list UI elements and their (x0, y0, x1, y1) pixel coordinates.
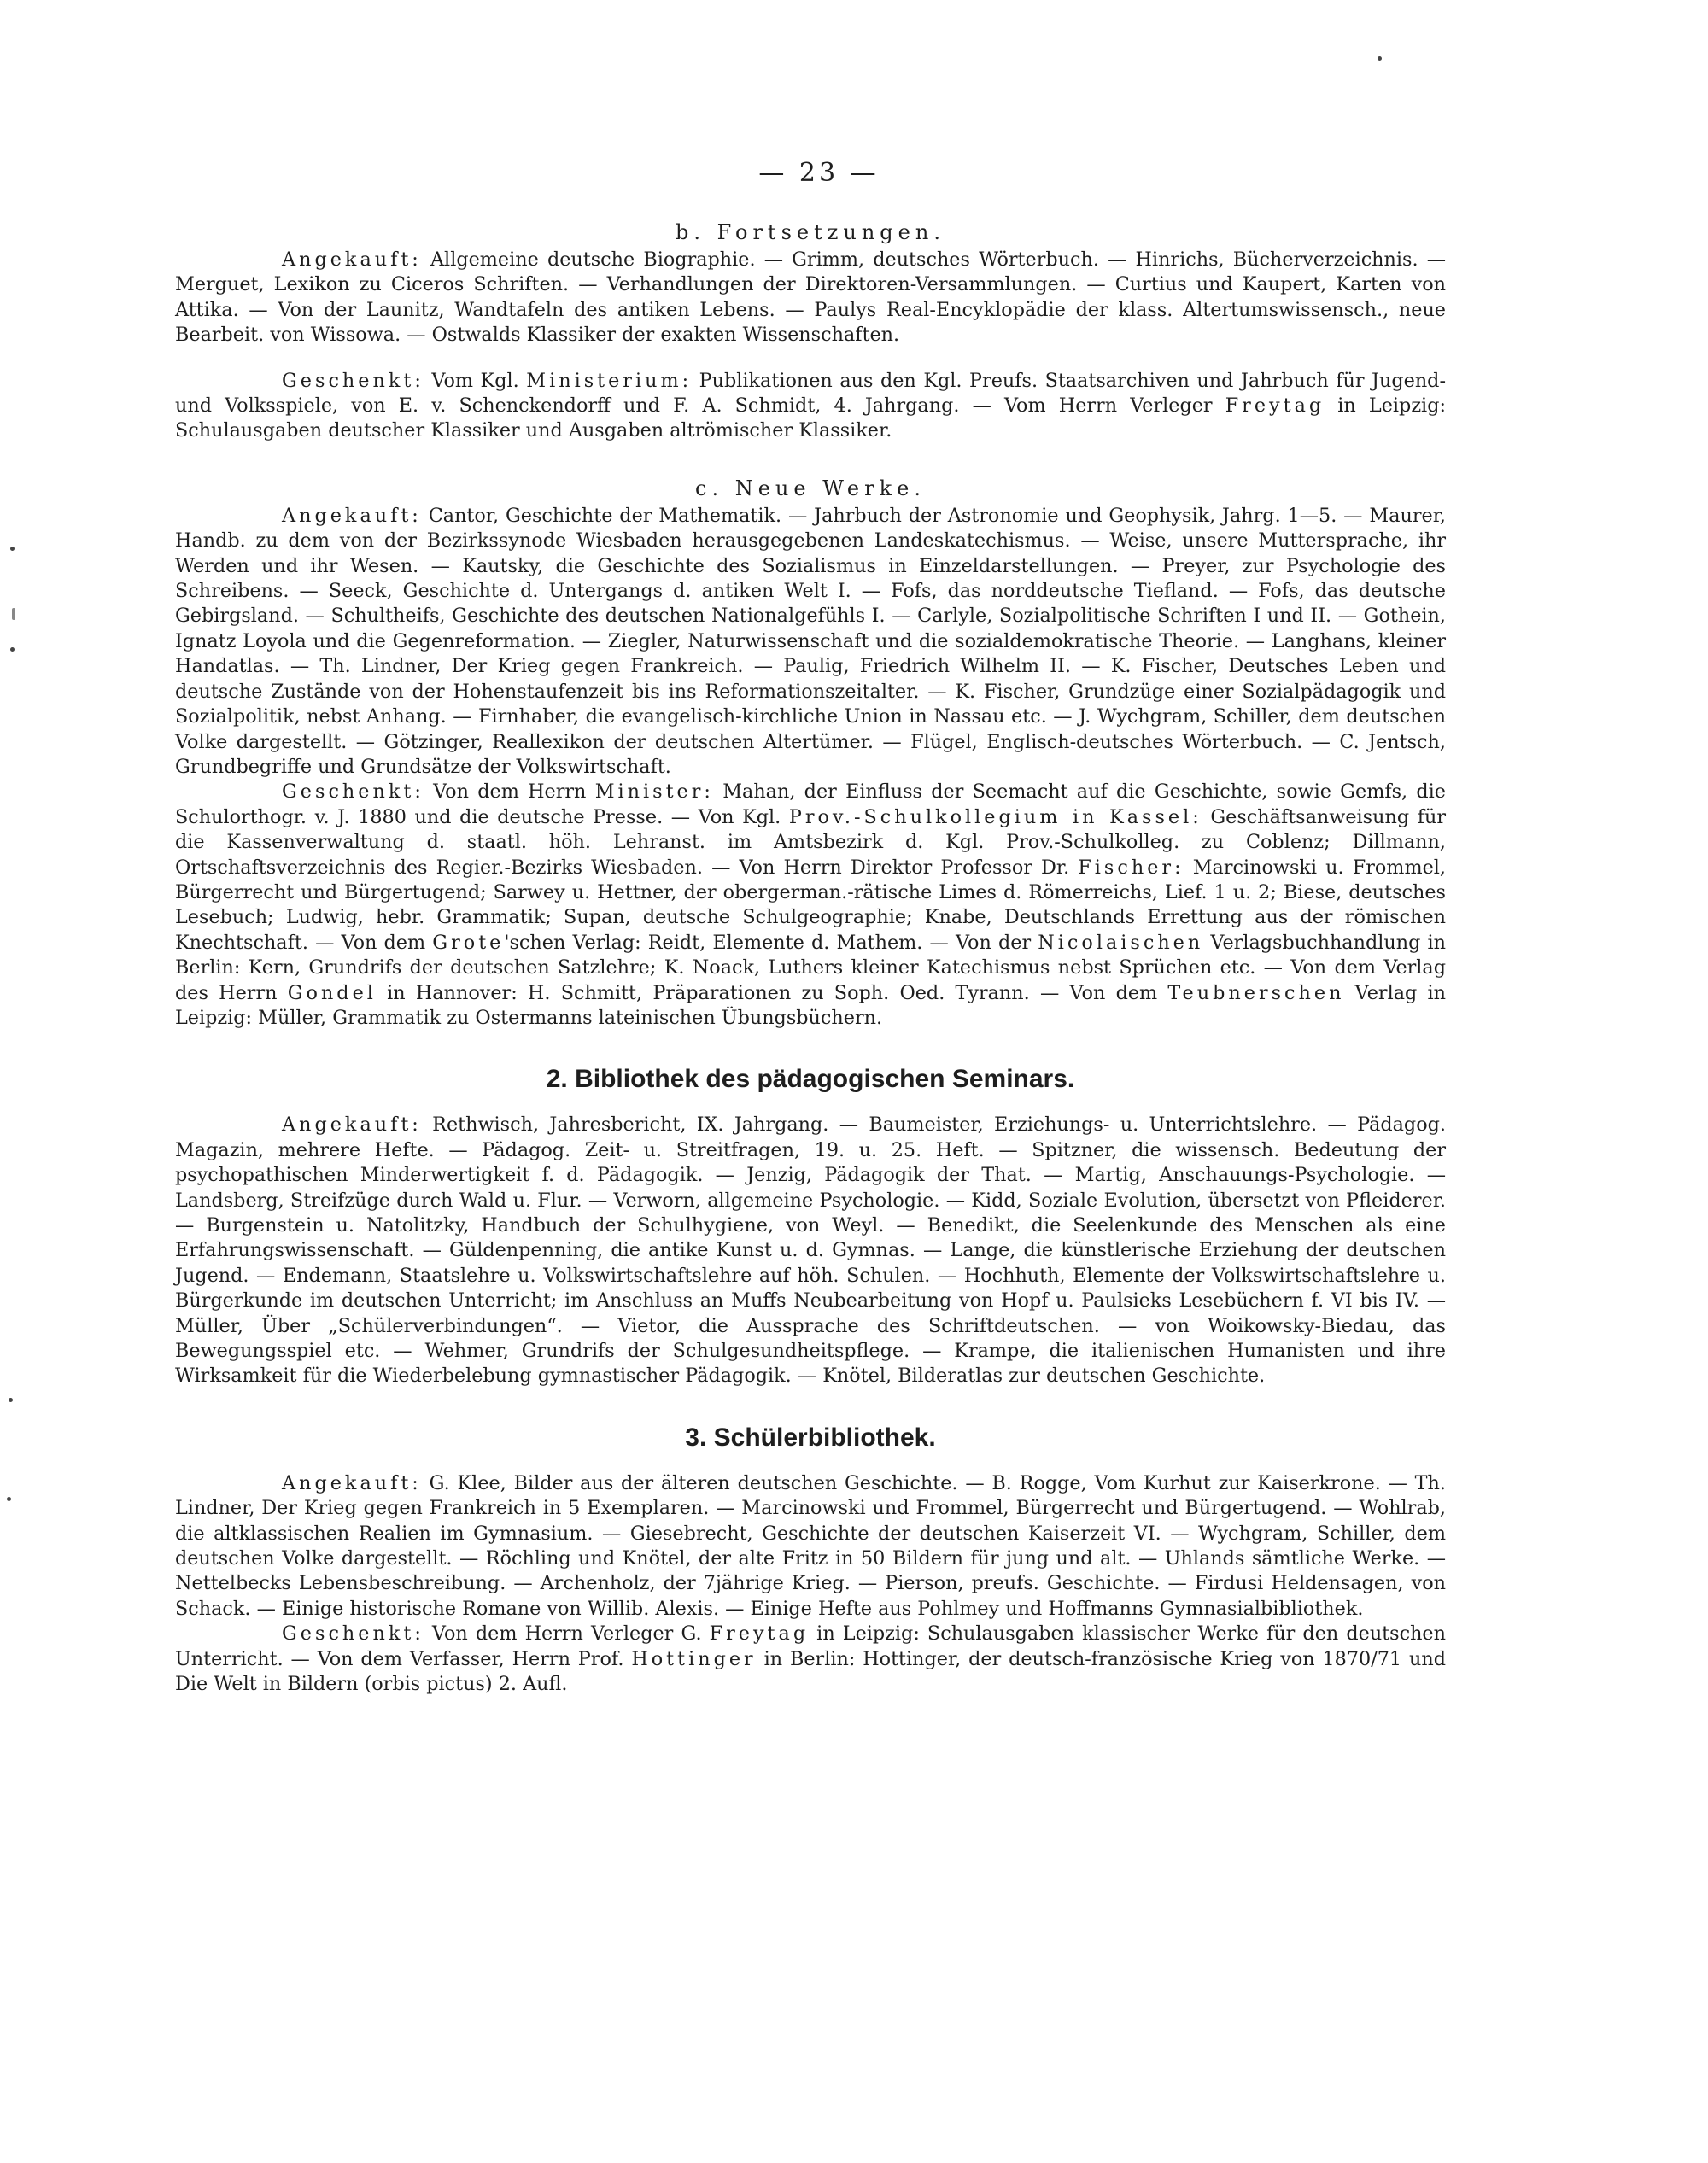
geschenkt-text: Verlag in Leipzig: Müller, Grammatik zu Ostermanns lateinischen Übungsbüchern. (175, 981, 1447, 1029)
seminar-angekauft-paragraph (175, 1113, 1446, 1388)
spaced-name: Fischer: (1078, 856, 1184, 879)
neue-werke-angekauft-paragraph (175, 504, 1446, 780)
angekauft-label: Angekauft: (282, 504, 422, 527)
geschenkt-text: Verlagsbuchhandlung in Berlin: Kern, Grundrifs der deutschen Satzlehre; K. Noack, Luthers kleiner Katechismus nebst Sprüchen etc. — Von dem Verlag des Herrn (175, 931, 1447, 1004)
subsection-heading-neue-werke: c. Neue Werke. (695, 476, 926, 500)
angekauft-label: Angekauft: (282, 248, 422, 271)
spaced-name: Minister: (594, 780, 714, 804)
page-number: — 23 — (758, 158, 880, 188)
geschenkt-text: Publikationen aus den Kgl. Preufs. Staatsarchiven und Jahrbuch für Jugend- und Volksspiele, von E. v. Schenckendorff und F. A. Schmidt, 4. Jahrgang. — Vom Herrn Verleger (175, 369, 1446, 418)
angekauft-text: Cantor, Geschichte der Mathematik. — Jahrbuch der Astronomie und Geophysik, Jahrg. 1—5. — Maurer, Handb. zu dem von der Bezirkssynode Wiesbaden herausgegebenen Landeskatechismus. — Weise, unsere Muttersprache, ihr Werden und ihr Wesen. — Kautsky, die Geschichte des Sozialismus in Einzeldarstellungen. — Preyer, zur Psychologie des Schreibens. — Seeck, Geschichte d. Untergangs d. antiken Welt I. — Fofs, das norddeutsche Tiefland. — Fofs, das deutsche Gebirgsland. — Schultheifs, Geschichte des deutschen Nationalgefühls I. — Carlyle, Sozialpolitische Schriften I und II. — Gothein, Ignatz Loyola und die Gegenreformation. — Ziegler, Naturwissenschaft und die sozialdemokratische Theorie. — Langhans, kleiner Handatlas. — Th. Lindner, Der Krieg gegen Frankreich. — Paulig, Friedrich Wilhelm II. — K. Fischer, Deutsches Leben und deutsche Zustände von der Hohenstaufenzeit bis ins Reformationszeitalter. — K. Fischer, Grundzüge einer Sozialpädagogik und Sozialpolitik, nebst Anhang. — Firnhaber, die evangelisch-kirchliche Union in Nassau etc. — J. Wychgram, Schiller, dem deutschen Volke dargestellt. — Götzinger, Reallexikon der deutschen Altertümer. — Flügel, Englisch-deutsches Wörterbuch. — C. Jentsch, Grundbegriffe und Grundsätze der Volkswirtschaft. (175, 504, 1446, 778)
geschenkt-text: in Leipzig: Schulausgaben deutscher Klassiker und Ausgaben altrömischer Klassiker. (175, 395, 1446, 442)
section-heading-seminar: 2. Bibliothek des pädagogischen Seminars. (546, 1065, 1075, 1094)
geschenkt-text: Marcinowski u. Frommel, Bürgerrecht und Bürgertugend; Sarwey u. Hettner, der obergerman.-rätische Limes d. Römerreichs, Lief. 1 u. 2; Biese, deutsches Lesebuch; Ludwig, hebr. Grammatik; Supan, deutsche Schulgeographie; Knabe, Deutschlands Errettung aus der römischen Knechtschaft. — Von dem (175, 856, 1446, 954)
geschenkt-text: Von dem Herrn Verleger G. (424, 1622, 710, 1646)
geschenkt-text: Mahan, der Einfluss der Seemacht auf die Geschichte, sowie Gemfs, die Schulorthogr. v. J. 1880 und die deutsche Presse. — Von Kgl. (175, 780, 1446, 828)
geschenkt-text: Vom Kgl. (424, 369, 527, 392)
document-page (175, 0, 1446, 1698)
geschenkt-text: Geschäftsanweisung für die Kassenverwaltung d. staatl. höh. Lehranst. im Amtsbezirk d. Kgl. Prov.-Schulkolleg. zu Coblenz; Dillmann, Ortschaftsverzeichnis des Regier.-Bezirks Wiesbaden. — Von Herrn Direktor Professor Dr. (175, 805, 1446, 879)
geschenkt-label: Geschenkt: (282, 1622, 424, 1646)
schuelerbibliothek-angekauft-paragraph (175, 1471, 1446, 1622)
spaced-name: Freytag (709, 1622, 810, 1646)
geschenkt-text: Von dem Herrn (424, 780, 595, 804)
geschenkt-text: 'schen Verlag: Reidt, Elemente d. Mathem. — Von der (504, 931, 1038, 954)
spaced-name: Hottinger (631, 1647, 757, 1670)
spaced-name: Freytag (1225, 395, 1325, 418)
geschenkt-text: in Berlin: Hottinger, der deutsch-französische Krieg von 1870/71 und Die Welt in Bildern (orbis pictus) 2. Aufl. (175, 1647, 1446, 1696)
angekauft-label: Angekauft: (282, 1471, 422, 1494)
geschenkt-text: in Leipzig: Schulausgaben klassischer Werke für den deutschen Unterricht. — Von dem Verfasser, Herrn Prof. (175, 1622, 1446, 1670)
spaced-name: Teubnerschen (1167, 981, 1345, 1004)
fortsetzungen-angekauft-paragraph (175, 248, 1446, 348)
subsection-heading-fortsetzungen: b. Fortsetzungen. (676, 220, 945, 244)
fortsetzungen-geschenkt-paragraph (175, 369, 1446, 444)
neue-werke-geschenkt-paragraph (175, 780, 1446, 1031)
spaced-name: Grote (432, 931, 505, 954)
spaced-name: Nicolaischen (1038, 931, 1204, 954)
angekauft-text: Rethwisch, Jahresbericht, IX. Jahrgang. — Baumeister, Erziehungs- u. Unterrichtslehre. — Pädagog. Magazin, mehrere Hefte. — Pädagog. Zeit- u. Streitfragen, 19. u. 25. Heft. — Spitzner, die wissensch. Bedeutung der psychopathischen Minderwertigkeit f. d. Pädagogik. — Jenzig, Pädagogik der That. — Martig, Anschauungs-Psychologie. — Landsberg, Streifzüge durch Wald u. Flur. — Verworn, allgemeine Psychologie. — Kidd, Soziale Evolution, übersetzt von Pfleiderer. — Burgenstein u. Natolitzky, Handbuch der Schulhygiene, von Weyl. — Benedikt, die Seelenkunde des Menschen als eine Erfahrungswissenschaft. — Güldenpenning, die antike Kunst u. d. Gymnas. — Lange, die künstlerische Erziehung der deutschen Jugend. — Endemann, Staatslehre u. Volkswirtschaftslehre auf höh. Schulen. — Hochhuth, Elemente der Volkswirtschaftslehre u. Bürgerkunde im deutschen Unterricht; im Anschluss an Muffs Neubearbeitung von Hopf u. Paulsieks Lesebüchern f. VI bis IV. — Müller, Über „Schülerverbindungen“. — Vietor, die Aussprache des Schriftdeutschen. — von Woikowsky-Biedau, das Bewegungsspiel etc. — Wehmer, Grundrifs der Schulgesundheitspflege. — Krampe, die italienischen Humanisten und ihre Wirksamkeit für die Wiederbelebung gymnastischer Pädagogik. — Knötel, Bilderatlas zur deutschen Geschichte. (175, 1114, 1446, 1388)
section-heading-schuelerbibliothek: 3. Schülerbibliothek. (685, 1423, 936, 1452)
geschenkt-label: Geschenkt: (282, 369, 424, 392)
angekauft-label: Angekauft: (282, 1114, 422, 1137)
spaced-name: Prov.-Schulkollegium in Kassel: (788, 805, 1202, 828)
angekauft-text: G. Klee, Bilder aus der älteren deutschen Geschichte. — B. Rogge, Vom Kurhut zur Kaiserkrone. — Th. Lindner, Der Krieg gegen Frankreich in 5 Exemplaren. — Marcinowski und Frommel, Bürgerrecht und Bürgertugend. — Wohlrab, die altklassischen Realien im Gymnasium. — Giesebrecht, Geschichte der deutschen Kaiserzeit VI. — Wychgram, Schiller, dem deutschen Volke dargestellt. — Röchling und Knötel, der alte Fritz in 50 Bildern für jung und alt. — Uhlands sämtliche Werke. — Nettelbecks Lebensbeschreibung. — Archenholz, der 7jährige Krieg. — Pierson, preufs. Geschichte. — Firdusi Heldensagen, von Schack. — Einige historische Romane von Willib. Alexis. — Einige Hefte aus Pohlmey und Hoffmanns Gymnasialbibliothek. (175, 1471, 1446, 1620)
geschenkt-text: in Hannover: H. Schmitt, Präparationen zu Soph. Oed. Tyrann. — Von dem (376, 981, 1168, 1004)
geschenkt-label: Geschenkt: (282, 780, 424, 804)
spaced-name: Gondel (287, 981, 377, 1004)
angekauft-text: Allgemeine deutsche Biographie. — Grimm, deutsches Wörterbuch. — Hinrichs, Bücherverzeichnis. — Merguet, Lexikon zu Ciceros Schriften. — Verhandlungen der Direktoren-Versammlungen. — Curtius und Kaupert, Karten von Attika. — Von der Launitz, Wandtafeln des antiken Lebens. — Paulys Real-Encyklopädie der klass. Altertumswissensch., neue Bearbeit. von Wissowa. — Ostwalds Klassiker der exakten Wissenschaften. (175, 248, 1446, 347)
schuelerbibliothek-geschenkt-paragraph (175, 1622, 1446, 1697)
spaced-name: Ministerium: (526, 369, 693, 392)
